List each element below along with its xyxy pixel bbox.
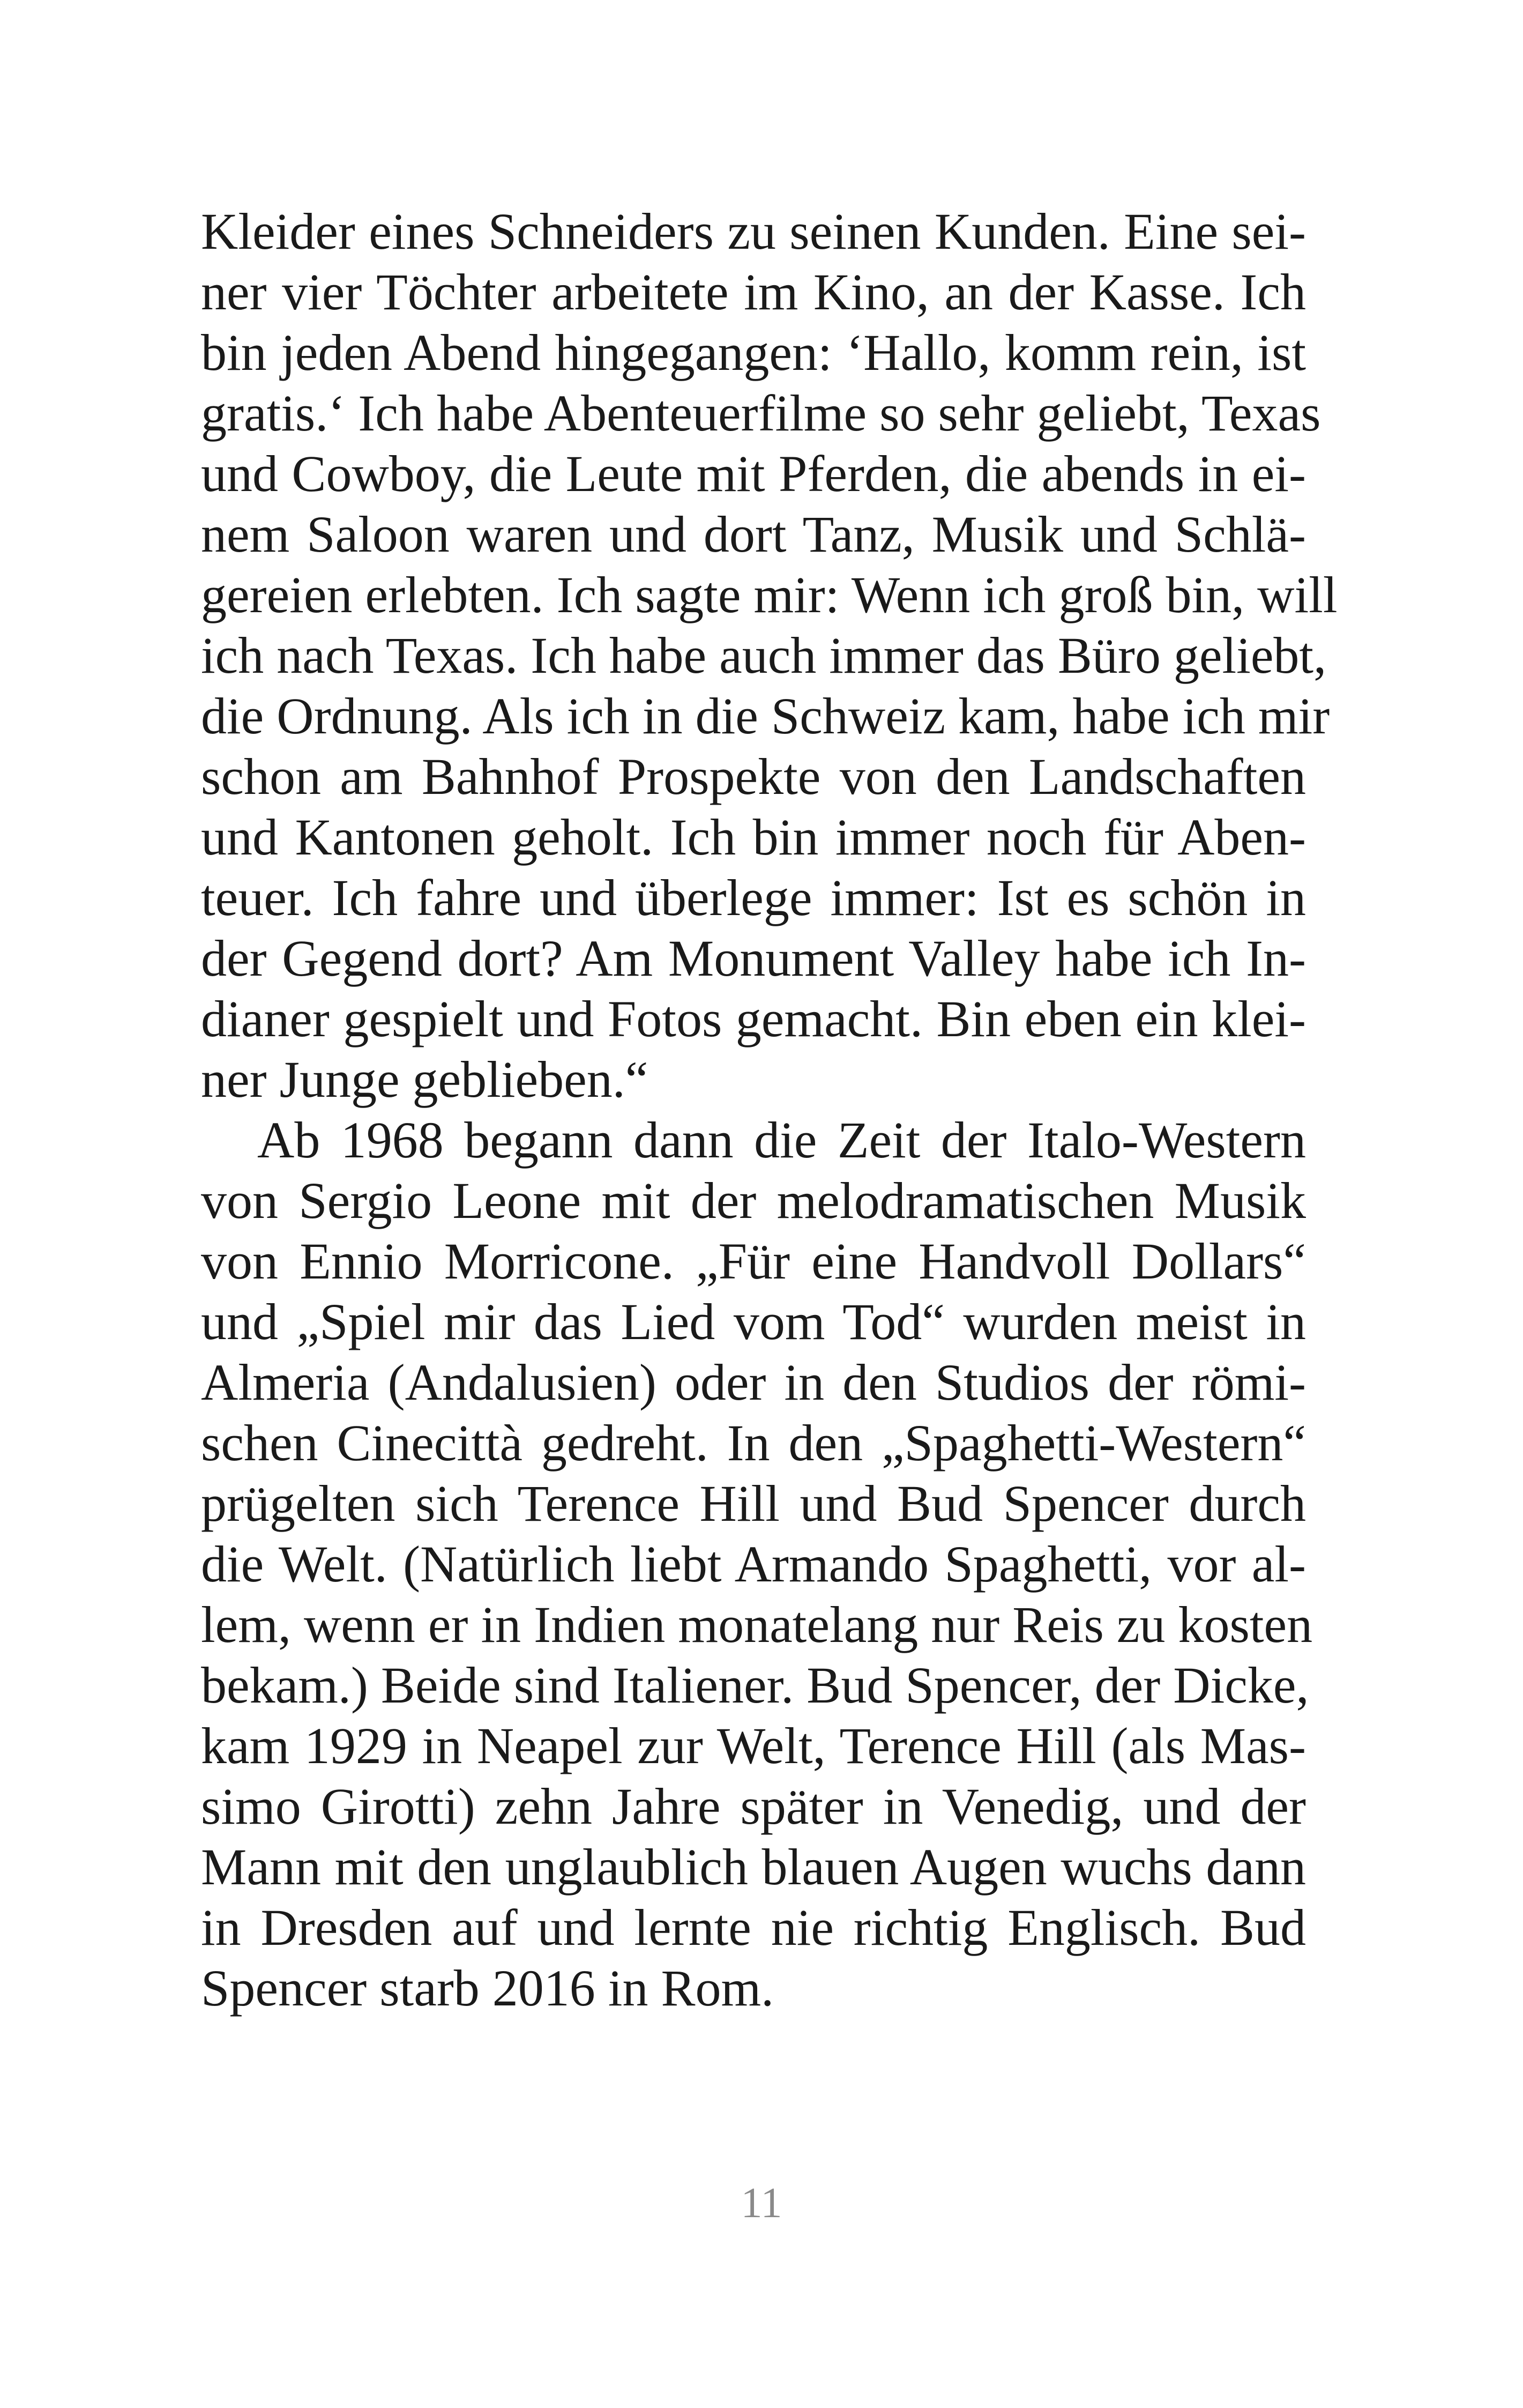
text-line: nem Saloon waren und dort Tanz, Musik und Schlä- — [201, 506, 1306, 563]
text-line: Mann mit den unglaublich blauen Augen wuchs dann — [201, 1838, 1306, 1896]
text-line: Ab 1968 begann dann die Zeit der Italo-Western — [257, 1111, 1306, 1169]
text-line: Almeria (Andalusien) oder in den Studios der römi- — [201, 1354, 1306, 1411]
text-line: von Ennio Morricone. „Für eine Handvoll Dollars“ — [201, 1232, 1306, 1290]
text-line: prügelten sich Terence Hill und Bud Spencer durch — [201, 1475, 1306, 1532]
text-line: Kleider eines Schneiders zu seinen Kunden. Eine sei- — [201, 203, 1306, 260]
text-line: gratis.‘ Ich habe Abenteuerfilme so sehr geliebt, Texas — [201, 384, 1321, 442]
text-line: und Kantonen geholt. Ich bin immer noch für Aben- — [201, 808, 1306, 866]
text-line: die Welt. (Natürlich liebt Armando Spaghetti, vor al- — [201, 1535, 1306, 1593]
text-line: die Ordnung. Als ich in die Schweiz kam, habe ich mir — [201, 687, 1330, 745]
text-line: bekam.) Beide sind Italiener. Bud Spencer, der Dicke, — [201, 1656, 1309, 1714]
page-number: 11 — [741, 2180, 782, 2227]
text-line: simo Girotti) zehn Jahre später in Venedig, und der — [201, 1778, 1306, 1835]
text-line: gereien erlebten. Ich sagte mir: Wenn ich groß bin, will — [201, 566, 1338, 623]
text-line: der Gegend dort? Am Monument Valley habe ich In- — [201, 930, 1306, 987]
text-line: und „Spiel mir das Lied vom Tod“ wurden meist in — [201, 1293, 1306, 1350]
text-line: Spencer starb 2016 in Rom. — [201, 1959, 774, 2017]
text-line: dianer gespielt und Fotos gemacht. Bin eben ein klei- — [201, 990, 1306, 1047]
text-line: ner vier Töchter arbeitete im Kino, an der Kasse. Ich — [201, 263, 1306, 321]
text-line: teuer. Ich fahre und überlege immer: Ist es schön in — [201, 869, 1306, 926]
text-line: ner Junge geblieben.“ — [201, 1051, 648, 1108]
body-text — [201, 201, 1338, 2018]
text-line: ich nach Texas. Ich habe auch immer das Büro geliebt, — [201, 627, 1327, 684]
text-line: lem, wenn er in Indien monatelang nur Reis zu kosten — [201, 1596, 1313, 1653]
text-line: schon am Bahnhof Prospekte von den Landschaften — [201, 748, 1306, 805]
text-line: von Sergio Leone mit der melodramatischen Musik — [201, 1172, 1306, 1229]
text-line: und Cowboy, die Leute mit Pferden, die abends in ei- — [201, 445, 1306, 502]
text-line: schen Cinecittà gedreht. In den „Spaghetti-Western“ — [201, 1414, 1306, 1471]
text-line: kam 1929 in Neapel zur Welt, Terence Hill (als Mas- — [201, 1717, 1306, 1774]
text-line: bin jeden Abend hingegangen: ‘Hallo, komm rein, ist — [201, 324, 1306, 381]
text-line: in Dresden auf und lernte nie richtig Englisch. Bud — [201, 1899, 1306, 1956]
